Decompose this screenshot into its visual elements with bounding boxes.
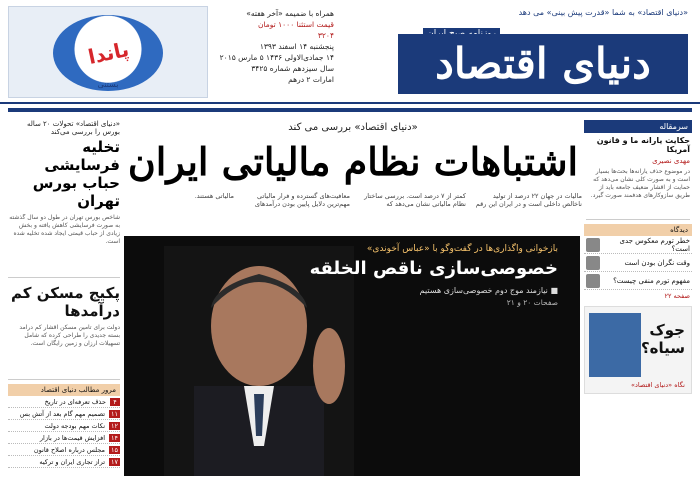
contents-title: تصمیم مهم گام بعد از آتش بس bbox=[19, 409, 106, 418]
feature-title: جوک سیاه؟ bbox=[640, 321, 685, 357]
contents-item[interactable] bbox=[8, 444, 120, 456]
story-body: دولت برای تامین مسکن اقشار کم درآمد بسته جدیدی را طراحی کرده که شامل تسهیلات ارزان و زمین رایگان است. bbox=[8, 324, 120, 380]
masthead-divider bbox=[8, 108, 692, 112]
contents-item[interactable] bbox=[8, 432, 120, 444]
photo-page-reference: صفحات ۲۰ و ۲۱ bbox=[506, 298, 558, 307]
photo-headline: خصوصی‌سازی ناقص الخلقه bbox=[309, 258, 558, 279]
page-number: ۴ bbox=[110, 398, 120, 406]
advertisement[interactable] bbox=[8, 6, 208, 98]
lead-headline[interactable]: اشتباهات نظام مالیاتی ایران bbox=[127, 139, 579, 184]
issue-info bbox=[214, 8, 334, 85]
feature-note: نگاه «دنیای اقتصاد» bbox=[631, 381, 685, 389]
contents-title: نکات مهم بودجه دولت bbox=[44, 421, 106, 430]
photo-kicker: بازخوانی واگذاری‌ها در گفت‌وگو با «عباس آخوندی» bbox=[366, 244, 558, 254]
opinion-title: مفهوم تورم منفی چیست؟ bbox=[613, 276, 690, 285]
issue-date-alt: ۱۴ جمادی‌الاولی ۱۴۳۶ ۵ مارس ۲۰۱۵ bbox=[219, 53, 334, 62]
contents-title: حذف تعرفه‌ای در تاریخ bbox=[44, 397, 106, 406]
opinion-title: خطر تورم معکوس جدی است؟ bbox=[619, 236, 690, 253]
page-reference: صفحه ۲۲ bbox=[664, 292, 690, 300]
opinion-item[interactable] bbox=[584, 254, 692, 272]
photo-story[interactable] bbox=[124, 236, 580, 476]
editorial-title[interactable]: حکایت یارانه ما و قانون آمریکا bbox=[596, 136, 690, 154]
lead-body: مالیات در جهان ۲۲ درصد از تولید ناخالص داخلی است و در ایران این رقم کمتر از ۷ درصد است. بررسی ساختار نظام مالیاتی نشان می‌دهد که معافیت‌های گسترده و فرار مالیاتی مهم‌ترین دلایل پایین بودن درآمدهای مالیاتی هستند. bbox=[194, 192, 582, 208]
photo-subhead: ■ نیازمند موج دوم خصوصی‌سازی هستیم bbox=[419, 286, 558, 295]
contents-title: افزایش قیمت‌ها در بازار bbox=[39, 433, 106, 442]
masthead bbox=[0, 0, 700, 104]
story-headline[interactable]: پکیج مسکن کم درآمدها bbox=[11, 284, 120, 320]
lead-kicker: «دنیای اقتصاد» بررسی می کند bbox=[288, 122, 418, 133]
newspaper-title: دنیای اقتصاد bbox=[398, 34, 688, 94]
contents-list bbox=[8, 396, 120, 468]
issue-number: ۳۲۰۴ bbox=[317, 31, 334, 40]
contents-item[interactable] bbox=[8, 420, 120, 432]
contents-item[interactable] bbox=[8, 396, 120, 408]
page-number: ۱۲ bbox=[111, 421, 118, 430]
contents-item[interactable] bbox=[8, 408, 120, 420]
opinions-header: دیدگاه bbox=[584, 224, 692, 236]
page-number: ۱۷ bbox=[111, 457, 118, 466]
story-body: شاخص بورس تهران در طول دو سال گذشته به صورت فرسایشی کاهش یافته و بخش زیادی از حباب قیمتی ایجاد شده تخلیه شده است. bbox=[8, 214, 120, 278]
author-photo bbox=[586, 256, 600, 270]
author-photo bbox=[586, 274, 600, 288]
story-kicker: «دنیای اقتصاد» تحولات ۲۰ ساله بورس را بررسی می‌کند bbox=[26, 120, 120, 136]
opinion-title: وقت نگران بودن است bbox=[624, 258, 690, 267]
contents-header: مرور مطالب دنیای اقتصاد bbox=[8, 384, 120, 396]
masthead-slogan: «دنیای اقتصاد» به شما «قدرت پیش بینی» می دهد bbox=[518, 8, 688, 17]
editorial-body: در موضوع حذف یارانه‌ها بحث‌ها بسیار است و به صورت کلی نشان می‌دهد که حمایت از اقشار ضعیف جامعه باید از طریق سازوکارهای هدفمند صورت گیرد. bbox=[586, 168, 690, 220]
editorial-section-label: سرمقاله bbox=[584, 120, 692, 133]
feature-box[interactable] bbox=[584, 306, 692, 394]
editorial-author: مهدی نصیری bbox=[652, 157, 690, 165]
page-number: ۱۱ bbox=[111, 409, 118, 418]
author-photo bbox=[586, 238, 600, 252]
issue-price: قیمت استثنا ۱۰۰۰ تومان bbox=[257, 20, 334, 29]
feature-image bbox=[589, 313, 641, 377]
issue-date: پنجشنبه ۱۴ اسفند ۱۳۹۳ bbox=[259, 42, 334, 51]
contents-title: مجلس درباره اصلاح قانون bbox=[33, 445, 106, 454]
opinion-item[interactable] bbox=[584, 236, 692, 254]
issue-intl-price: امارات ۲ درهم bbox=[288, 75, 334, 84]
story-headline[interactable]: تخلیه فرسایشی حباب بورس تهران bbox=[32, 138, 120, 210]
opinion-item[interactable] bbox=[584, 272, 692, 290]
ad-subtitle: بستنی bbox=[97, 80, 119, 89]
page-number: ۱۴ bbox=[111, 433, 118, 442]
portrait-photo bbox=[164, 246, 354, 476]
left-column bbox=[8, 120, 120, 476]
issue-info-line: همراه با ضمیمه «آخر هفته» bbox=[246, 9, 334, 18]
contents-item[interactable] bbox=[8, 456, 120, 468]
page-number: ۱۵ bbox=[111, 445, 118, 454]
right-column bbox=[584, 120, 692, 472]
issue-volume: سال سیزدهم شماره ۳۴۲۵ bbox=[251, 64, 334, 73]
brand-logo-text: پاندا bbox=[85, 37, 131, 69]
contents-title: تراز تجاری ایران و ترکیه bbox=[39, 457, 106, 466]
